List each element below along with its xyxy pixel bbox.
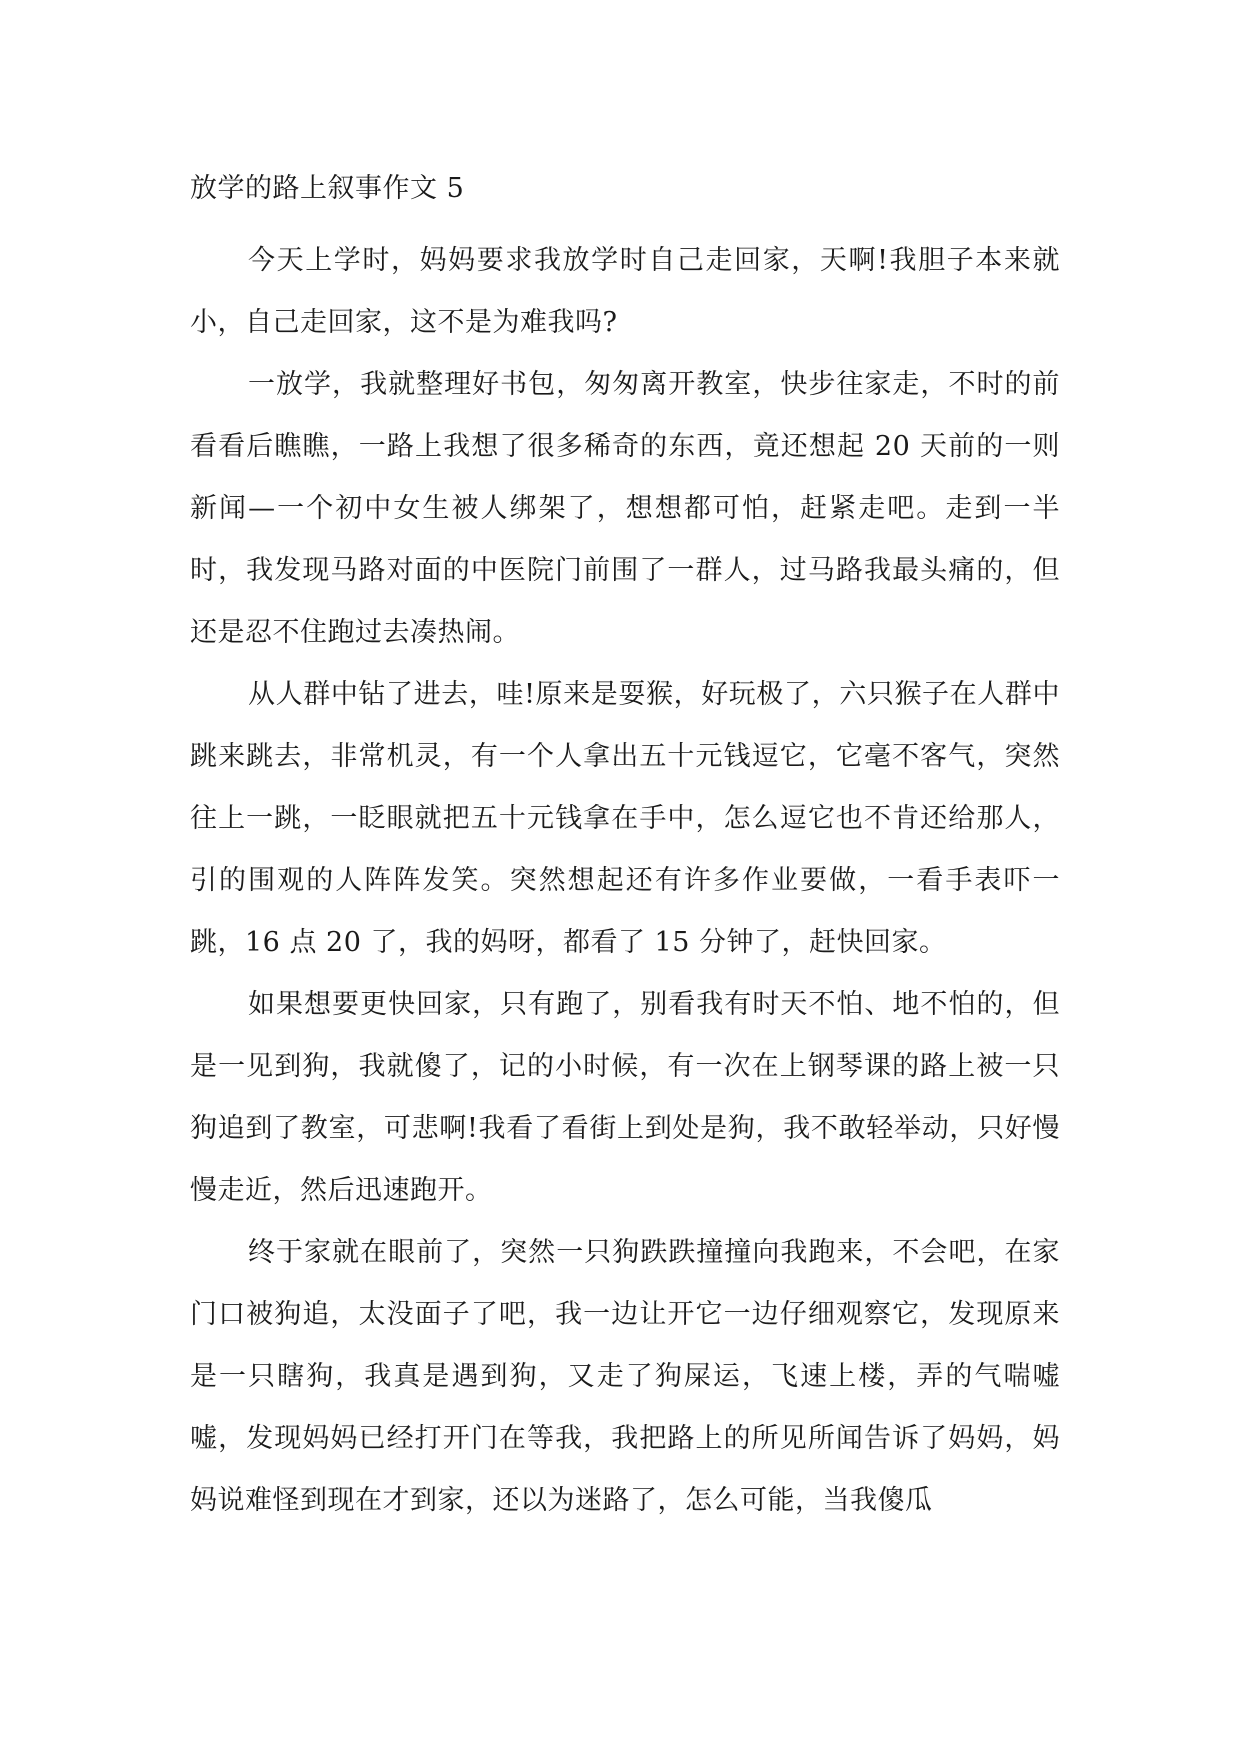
paragraph-4: 如果想要更快回家，只有跑了，别看我有时天不怕、地不怕的，但是一见到狗，我就傻了，记的小时候，有一次在上钢琴课的路上被一只狗追到了教室，可悲啊!我看了看街上到处是狗，我不敢轻举动，只好慢慢走近，然后迅速跑开。 <box>190 989 1060 1206</box>
document-title: 放学的路上叙事作文 5 <box>190 173 465 204</box>
document-body <box>190 160 1060 1532</box>
paragraph-3: 从人群中钻了进去，哇!原来是耍猴，好玩极了，六只猴子在人群中跳来跳去，非常机灵，有一个人拿出五十元钱逗它，它毫不客气，突然往上一跳，一眨眼就把五十元钱拿在手中，怎么逗它也不肯还给那人，引的围观的人阵阵发笑。突然想起还有许多作业要做，一看手表吓一跳，16 点 20 了，我的妈呀，都看了 15 分钟了，赶快回家。 <box>190 679 1060 958</box>
paragraph-5: 终于家就在眼前了，突然一只狗跌跌撞撞向我跑来，不会吧，在家门口被狗追，太没面子了吧，我一边让开它一边仔细观察它，发现原来是一只瞎狗，我真是遇到狗，又走了狗屎运，飞速上楼，弄的气喘嘘嘘，发现妈妈已经打开门在等我，我把路上的所见所闻告诉了妈妈，妈妈说难怪到现在才到家，还以为迷路了，怎么可能，当我傻瓜 <box>190 1237 1060 1516</box>
paragraph-2: 一放学，我就整理好书包，匆匆离开教室，快步往家走，不时的前看看后瞧瞧，一路上我想了很多稀奇的东西，竟还想起 20 天前的一则新闻—一个初中女生被人绑架了，想想都可怕，赶紧走吧。走到一半时，我发现马路对面的中医院门前围了一群人，过马路我最头痛的，但还是忍不住跑过去凑热闹。 <box>190 369 1060 648</box>
paragraph-1: 今天上学时，妈妈要求我放学时自己走回家，天啊!我胆子本来就小，自己走回家，这不是为难我吗? <box>190 245 1060 338</box>
